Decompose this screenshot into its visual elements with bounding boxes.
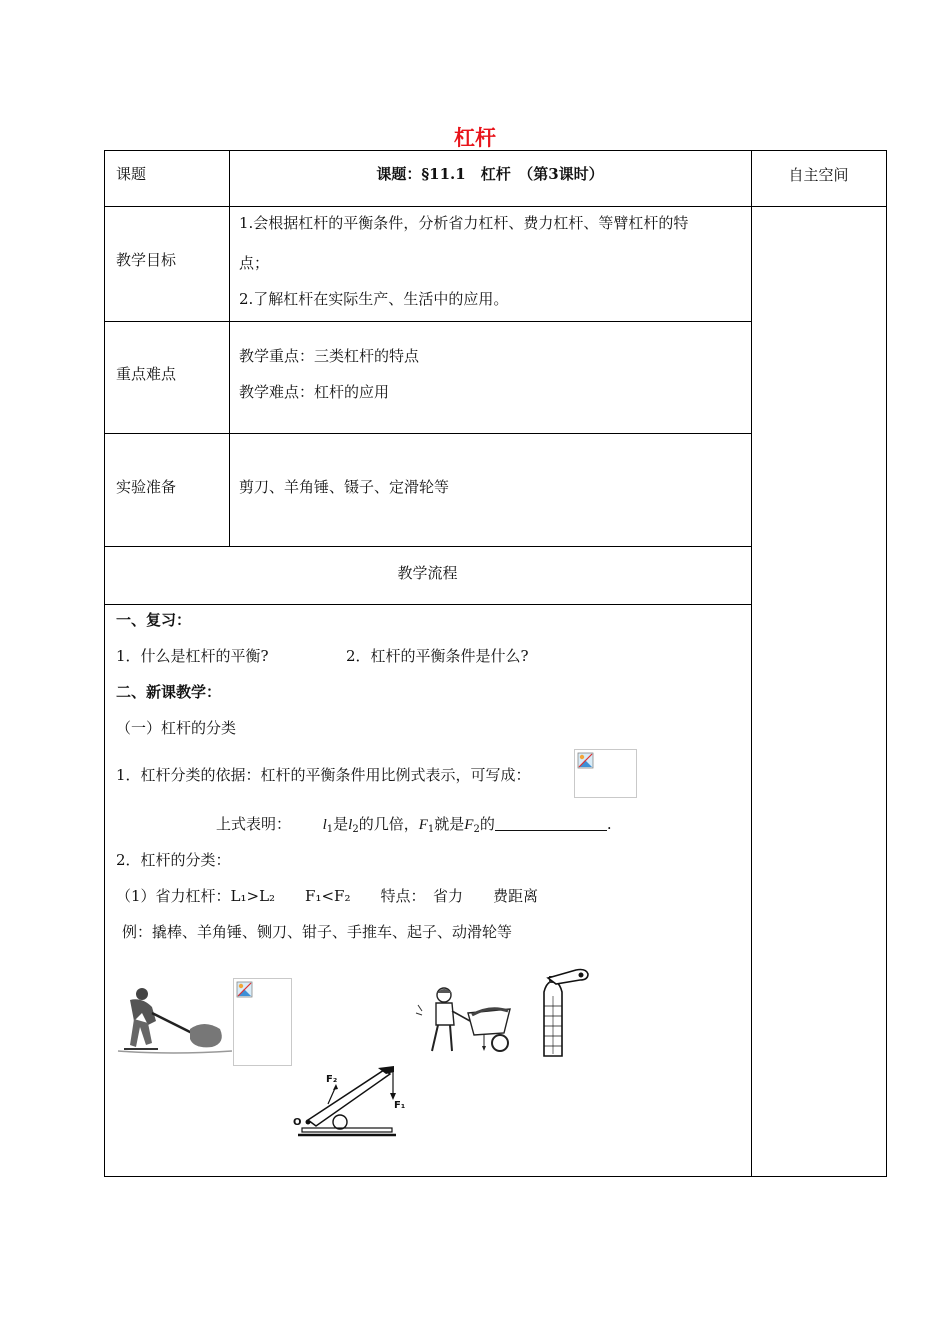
review-question-1: 1．什么是杠杆的平衡?	[116, 647, 269, 665]
table-row-divider	[104, 206, 887, 207]
teaching-difficulty: 教学难点：杠杆的应用	[239, 383, 390, 401]
l2-symbol: l	[348, 817, 353, 833]
fill-in-blank	[495, 816, 607, 831]
period-text: .	[606, 815, 612, 833]
experiment-items: 剪刀、羊角锤、镊子、定滑轮等	[239, 478, 450, 496]
broken-image-icon	[578, 753, 593, 768]
objectives-label: 教学目标	[116, 251, 177, 269]
is-text: 是	[333, 815, 349, 833]
new-lesson-heading: 二、新课教学：	[116, 683, 222, 701]
of-text: 的	[479, 815, 495, 833]
lever-image-placeholder	[233, 978, 292, 1066]
review-question-2: 2．杠杆的平衡条件是什么?	[346, 647, 529, 665]
key-points-label: 重点难点	[116, 365, 177, 383]
objective-1-continued: 点；	[239, 254, 270, 272]
lever-classification: 2．杠杆的分类：	[116, 851, 231, 869]
review-heading: 一、复习：	[116, 611, 192, 629]
force-saving-lever: （1）省力杠杆：L₁>L₂ F₁<F₂ 特点： 省力 费距离	[116, 887, 538, 905]
l1-symbol: l	[322, 817, 327, 833]
table-border-bottom	[104, 1176, 887, 1177]
f2-symbol: F	[464, 817, 474, 833]
force-f2-label: F₂	[326, 1074, 338, 1085]
bottle-opener-illustration	[536, 966, 592, 1060]
force-f1-label: F₁	[394, 1100, 406, 1111]
l1-subscript: 1	[326, 824, 334, 835]
shows-prefix: 上式表明：	[216, 815, 292, 833]
table-border-right	[886, 150, 887, 1177]
table-row-divider	[104, 546, 752, 547]
objective-2: 2.了解杠杆在实际生产、生活中的应用。	[239, 290, 509, 308]
table-border-left	[104, 150, 105, 1177]
times-text: 的几倍，	[358, 815, 419, 833]
f1-subscript: 1	[427, 824, 435, 835]
broken-image-icon	[237, 982, 252, 997]
subsection-lever-classification: （一）杠杆的分类	[116, 719, 237, 737]
f1-symbol: F	[418, 817, 428, 833]
experiment-label: 实验准备	[116, 478, 177, 496]
force-saving-examples: 例：撬棒、羊角锤、铡刀、钳子、手推车、起子、动滑轮等	[122, 923, 513, 941]
just-text: 就是	[434, 815, 465, 833]
l2-subscript: 2	[352, 824, 359, 835]
self-study-space-label: 自主空间	[788, 166, 849, 184]
teaching-focus: 教学重点：三类杠杆的特点	[239, 347, 420, 365]
fulcrum-o-label: O	[293, 1117, 302, 1128]
topic-text: 课题：§11.1 杠杆 （第3课时）	[376, 165, 604, 183]
topic-label: 课题	[116, 165, 147, 183]
teaching-process-label: 教学流程	[397, 564, 458, 582]
document-title: 杠杆	[454, 126, 496, 150]
table-column-divider	[751, 150, 752, 1177]
crowbar-worker-illustration	[112, 985, 234, 1065]
objective-1: 1.会根据杠杆的平衡条件，分析省力杠杆、费力杠杆、等臂杠杆的特	[239, 214, 689, 232]
table-row-divider	[104, 321, 752, 322]
table-border-top	[104, 150, 887, 151]
table-row-divider	[104, 604, 752, 605]
f2-subscript: 2	[473, 824, 480, 835]
wheelbarrow-worker-illustration	[412, 985, 518, 1057]
lever-cutter-force-diagram	[290, 1062, 406, 1138]
formula-image-placeholder	[574, 749, 637, 798]
table-column-divider	[229, 150, 230, 547]
classification-basis: 1．杠杆分类的依据：杠杆的平衡条件用比例式表示，可写成：	[116, 766, 531, 784]
table-row-divider	[104, 433, 752, 434]
formula-explanation	[216, 813, 612, 835]
